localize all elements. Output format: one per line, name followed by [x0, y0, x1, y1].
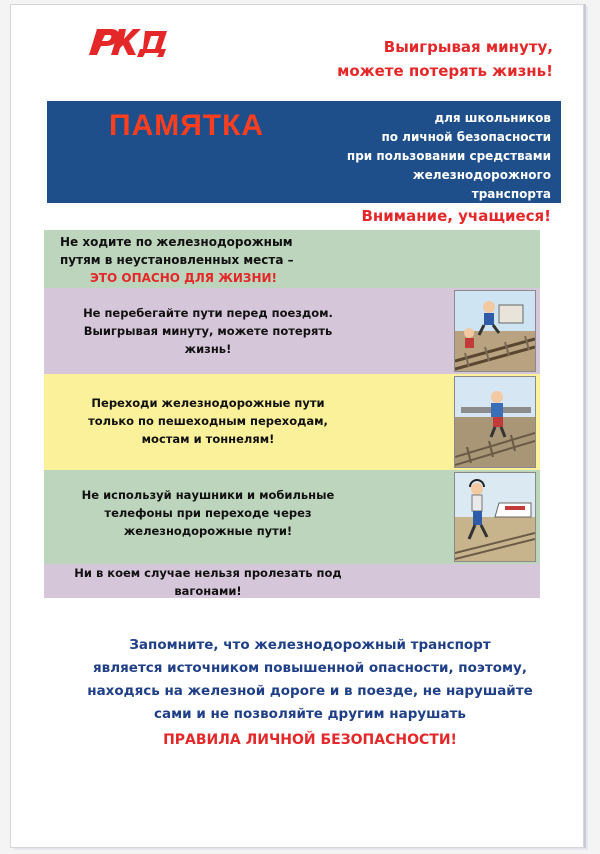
rule-line: Ни в коем случае нельзя пролезать под: [74, 566, 342, 580]
rule-warning: ЭТО ОПАСНО ДЛЯ ЖИЗНИ!: [90, 271, 278, 285]
footer-line: Запомните, что железнодорожный транспорт: [129, 637, 491, 653]
rule-line: только по пешеходным переходам,: [88, 414, 328, 428]
rule-line: мостам и тоннелям!: [141, 432, 275, 446]
rule-line: Переходи железнодорожные пути: [91, 396, 325, 410]
rule-row-1: [44, 230, 540, 288]
footer-paragraph: [70, 634, 550, 726]
cartoon-headphones-near-train-image: [454, 472, 536, 562]
slogan: [293, 35, 553, 83]
rule-line: Не перебегайте пути перед поездом.: [83, 306, 333, 320]
rule-text: [58, 486, 358, 540]
rule-text: [58, 304, 358, 358]
banner-subtitle-line: при пользовании средствами: [346, 149, 551, 163]
rule-line: путям в неустановленных места –: [60, 253, 294, 267]
title-banner: [47, 101, 561, 203]
rule-text: [60, 233, 350, 287]
cartoon-crossing-bridge-image: [454, 376, 536, 468]
rule-row-4: [44, 470, 540, 564]
rule-text: [58, 394, 358, 448]
rule-line: Не ходите по железнодорожным: [60, 235, 293, 249]
rule-line: вагонами!: [174, 584, 242, 598]
banner-subtitle-line: железнодорожного: [412, 168, 551, 182]
attention-heading: Внимание, учащиеся!: [361, 207, 551, 225]
rule-line: жизнь!: [184, 342, 232, 356]
rzd-logo: [89, 23, 175, 57]
banner-subtitle-line: для школьников: [434, 111, 551, 125]
slogan-line: можете потерять жизнь!: [337, 62, 553, 80]
banner-subtitle-line: по личной безопасности: [381, 130, 551, 144]
rule-row-3: [44, 374, 540, 470]
rule-line: Выигрывая минуту, можете потерять: [83, 324, 333, 338]
rule-row-2: [44, 288, 540, 374]
banner-title: ПАМЯТКА: [109, 109, 265, 142]
rule-line: Не используй наушники и мобильные: [81, 488, 335, 502]
banner-subtitle: [331, 109, 551, 204]
slogan-line: Выигрывая минуту,: [383, 38, 553, 56]
footer-line: находясь на железной дороге и в поезде, не нарушайте: [87, 683, 533, 699]
rule-line: железнодорожные пути!: [123, 524, 293, 538]
rule-line: телефоны при переходе через: [104, 506, 312, 520]
footer-line: является источником повышенной опасности, поэтому,: [93, 660, 527, 676]
rule-text: [58, 564, 358, 600]
rule-row-5: [44, 564, 540, 598]
cartoon-running-across-tracks-image: [454, 290, 536, 372]
footer-line: сами и не позволяйте другим нарушать: [154, 706, 466, 722]
banner-subtitle-line: транспорта: [471, 187, 551, 201]
footer-rules-title: ПРАВИЛА ЛИЧНОЙ БЕЗОПАСНОСТИ!: [163, 732, 457, 748]
